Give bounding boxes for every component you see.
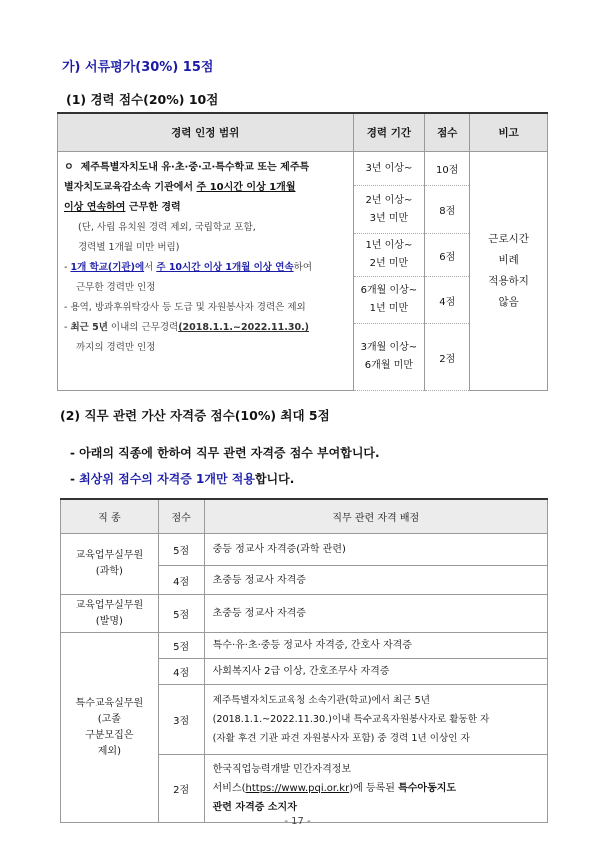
cert-cell: 초중등 정교사 자격증 xyxy=(204,566,547,595)
period-cell: 3년 이상~ xyxy=(353,152,425,186)
cert-note-2: - 최상위 점수의 자격증 1개만 적용합니다. xyxy=(70,472,295,486)
period-cell: 2년 이상~ 3년 미만 xyxy=(353,186,425,234)
header-job: 직 종 xyxy=(61,499,159,534)
job-science: 교육업무실무원 (과학) xyxy=(61,534,159,595)
table-row xyxy=(61,633,548,659)
score-cell: 10점 xyxy=(425,152,470,186)
score-cell: 4점 xyxy=(425,277,470,324)
career-heading: (1) 경력 점수(20%) 10점 xyxy=(66,92,219,107)
period-cell: 1년 이상~ 2년 미만 xyxy=(353,234,425,277)
header-range: 경력 인정 범위 xyxy=(58,113,354,152)
header-score: 점수 xyxy=(158,499,204,534)
header-period: 경력 기간 xyxy=(353,113,425,152)
cert-cell: 제주특별자치도교육청 소속기관(학교)에서 최근 5년 (2018.1.1.~2022.11.30.)이내 특수교육자원봉사자로 활동한 자 (자활 후견 기관 파견 자원봉사자 포함) 중 경력 1년 이상인 자 xyxy=(204,685,547,755)
cert-cell: 특수·유·초·중등 정교사 자격증, 간호사 자격증 xyxy=(204,633,547,659)
cert-table xyxy=(60,498,548,823)
score-cell: 3점 xyxy=(158,685,204,755)
cert-cell: 한국직업능력개발 민간자격정보 서비스(https://www.pqi.or.kr)에 등록된 특수아동지도 관련 자격증 소지자 xyxy=(204,755,547,823)
table-row xyxy=(61,595,548,633)
header-cert: 직무 관련 자격 배점 xyxy=(204,499,547,534)
period-cell: 3개월 이상~ 6개월 미만 xyxy=(353,324,425,391)
cert-cell: 중등 정교사 자격증(과학 관련) xyxy=(204,534,547,566)
career-remark: 근로시간 비례 적용하지 않음 xyxy=(470,152,548,391)
period-cell: 6개월 이상~ 1년 미만 xyxy=(353,277,425,324)
table-row xyxy=(61,534,548,566)
score-cell: 2점 xyxy=(425,324,470,391)
cert-note-1: - 아래의 직종에 한하여 직무 관련 자격증 점수 부여합니다. xyxy=(70,446,380,460)
career-table xyxy=(57,112,548,391)
cert-cell: 초중등 정교사 자격증 xyxy=(204,595,547,633)
section-title: 가) 서류평가(30%) 15점 xyxy=(62,60,214,75)
score-cell: 4점 xyxy=(158,659,204,685)
score-cell: 2점 xyxy=(158,755,204,823)
score-cell: 5점 xyxy=(158,534,204,566)
score-cell: 4점 xyxy=(158,566,204,595)
career-table-header xyxy=(58,113,548,152)
pqi-link[interactable]: https://www.pqi.or.kr xyxy=(245,783,350,794)
score-cell: 5점 xyxy=(158,595,204,633)
score-cell: 5점 xyxy=(158,633,204,659)
header-note: 비고 xyxy=(470,113,548,152)
cert-heading: (2) 직무 관련 가산 자격증 점수(10%) 최대 5점 xyxy=(60,408,330,423)
cert-cell: 사회복지사 2급 이상, 간호조무사 자격증 xyxy=(204,659,547,685)
job-invention: 교육업무실무원 (발명) xyxy=(61,595,159,633)
table-row xyxy=(58,152,548,186)
career-range-desc: ㅇ 제주특별자치도내 유·초·중·고·특수학교 또는 제주특 별자치도교육감소속 기관에서 주 10시간 이상 1개월 이상 연속하여 근무한 경력 (단, 사립 유치원 경력 제외, 국립학교 포함, 경력별 1개월 미만 버림) - 1개 학교(기관)에서 주 10시간 이상 1개월 이상 연속하여 근무한 경력만 인정 - 용역, 방과후위탁강사 등 도급 및 자원봉사자 경력은 제외 - 최근 5년 이내의 근무경력(2018.1.1.~2022.11.30.) 까지의 경력만 인정 xyxy=(58,152,354,391)
job-special-ed: 특수교육실무원 (고졸 구분모집은 제외) xyxy=(61,633,159,823)
header-score: 점수 xyxy=(425,113,470,152)
score-cell: 8점 xyxy=(425,186,470,234)
score-cell: 6점 xyxy=(425,234,470,277)
cert-table-header xyxy=(61,499,548,534)
page-number: - 17 - xyxy=(284,816,311,827)
